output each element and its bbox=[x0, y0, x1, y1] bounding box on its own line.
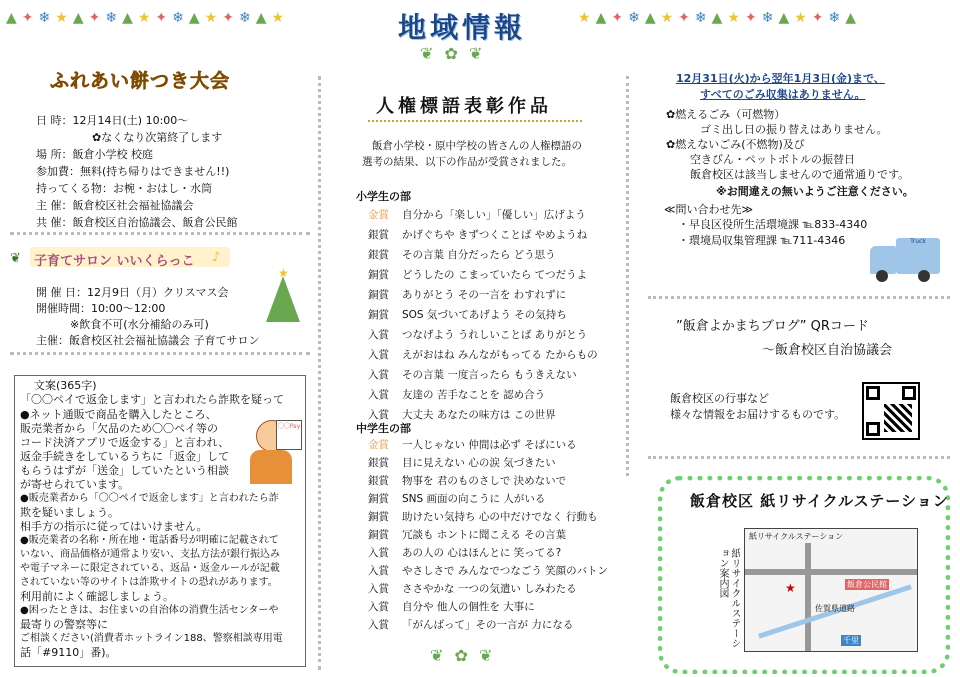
holly-icon: ❦ bbox=[10, 251, 21, 266]
qr-pattern bbox=[884, 404, 912, 432]
salon-line: 開催時間：10:00～12:00 bbox=[36, 302, 166, 315]
salon-title: 子育てサロン いいくらっこ bbox=[34, 254, 195, 269]
jinken-title-underline bbox=[368, 120, 582, 122]
header-decoration-left: ▲ ✦ ❄ ★ ▲ ✦ ❄ ▲ ★ ✦ ❄ ▲ ★ ✦ ❄ ▲ ★ bbox=[6, 10, 287, 26]
award-text: かげぐちや きずつくことば やめようね bbox=[402, 229, 588, 241]
award-row bbox=[368, 527, 566, 542]
divider-blog bbox=[648, 456, 950, 459]
mochi-line: 共 催：飯倉校区自治協議会、飯倉公民館 bbox=[36, 216, 238, 229]
consumer-line: 利用前によく確認しましょう。 bbox=[20, 590, 174, 603]
award-text: その言葉 自分だったら どう思う bbox=[402, 249, 556, 261]
award-row bbox=[368, 545, 561, 560]
consumer-line: いない、商品価格が通常より安い、支払方法が銀行振込み bbox=[20, 549, 280, 560]
recycle-title: 飯倉校区 紙リサイクルステーション bbox=[690, 492, 949, 510]
salon-line: 開 催 日：12月9日（月）クリスマス会 bbox=[36, 286, 229, 299]
consumer-line: コード決済アプリで返金する」と言われ、 bbox=[20, 436, 230, 449]
award-text: 自分から「楽しい」「優しい」広げよう bbox=[402, 209, 586, 221]
award-row bbox=[368, 617, 573, 632]
consumer-line: ●販売業者の名称・所在地・電話番号が明確に記載されて bbox=[20, 535, 279, 546]
award-text: SOS 気づいてあげよう その気持ち bbox=[402, 309, 567, 321]
map-header: 紙リサイクルステーション bbox=[749, 532, 844, 541]
gomi-contact-label: ≪問い合わせ先≫ bbox=[664, 203, 754, 216]
award-row bbox=[368, 207, 586, 222]
award-text: あの人の 心はほんとに 笑ってる? bbox=[402, 547, 562, 559]
award-row bbox=[368, 347, 598, 362]
award-text: つなげよう うれしいことば ありがとう bbox=[402, 329, 588, 341]
award-text: その言葉 一度言ったら もうきえない bbox=[402, 369, 577, 381]
consumer-line: 相手方の指示に従ってはいけません。 bbox=[20, 520, 208, 533]
consumer-line: が寄せられています。 bbox=[20, 478, 130, 491]
award-text: 目に見えない 心の涙 気づきたい bbox=[402, 457, 556, 469]
award-row bbox=[368, 247, 556, 262]
consumer-body bbox=[20, 408, 283, 660]
award-text: 自分や 他人の個性を 大事に bbox=[402, 601, 535, 613]
page-title: 地域情報 bbox=[398, 11, 527, 44]
gomi-heading: すべてのごみ収集はありません。 bbox=[700, 88, 866, 101]
award-text: どうしたの こまっていたら てつだうよ bbox=[402, 269, 588, 281]
salon-line: 主催：飯倉校区社会福祉協議会 子育てサロン bbox=[36, 334, 260, 347]
consumer-line: ●困ったときは、お住まいの自治体の消費生活センターや bbox=[20, 605, 279, 616]
award-text: やさしさで みんなでつなごう 笑顔のバトン bbox=[402, 565, 608, 577]
bell-icon: ♪ bbox=[212, 250, 221, 265]
wreath-decoration-bottom: ❦ ✿ ❦ bbox=[430, 646, 496, 665]
gomi-line: 飯倉校区は該当しませんので通常通りです。 bbox=[690, 168, 910, 181]
jinken-title: 人権標語表彰作品 bbox=[376, 96, 552, 117]
consumer-line: ●販売業者から「〇〇ペイで返金します」と言われたら詐 bbox=[20, 493, 279, 504]
award-rank: 銀賞 bbox=[368, 249, 389, 261]
award-rank: 入賞 bbox=[368, 565, 389, 577]
award-rank: 入賞 bbox=[368, 409, 389, 421]
consumer-heading: 文案(365字) bbox=[34, 379, 97, 392]
mochi-line: 主 催：飯倉校区社会福祉協議会 bbox=[36, 199, 194, 212]
consumer-line: されていない等のサイトは詐欺サイトの恐れがあります。 bbox=[20, 577, 278, 588]
consumer-line: 話「#9110」番)。 bbox=[20, 646, 117, 659]
column-divider-left bbox=[318, 76, 321, 670]
divider-salon bbox=[10, 352, 310, 355]
map-road bbox=[805, 543, 811, 651]
map-label: 千里 bbox=[843, 636, 859, 645]
award-text: 一人じゃない 仲間は必ず そばにいる bbox=[402, 439, 577, 451]
award-row bbox=[368, 437, 577, 452]
divider-gomi bbox=[648, 296, 950, 299]
award-row bbox=[368, 509, 598, 524]
garbage-truck-illustration bbox=[866, 236, 942, 284]
award-rank: 入賞 bbox=[368, 601, 389, 613]
qr-finder-icon bbox=[902, 386, 916, 400]
consumer-line: 最寄りの警察等に bbox=[20, 618, 108, 631]
award-rank: 入賞 bbox=[368, 369, 389, 381]
gomi-notice: ※お間違えの無いようご注意ください。 bbox=[716, 185, 914, 198]
award-rank: 金賞 bbox=[368, 439, 389, 451]
consumer-line: や電子マネーに限定されている、返品・返金ルールが記載 bbox=[20, 563, 280, 574]
award-rank: 入賞 bbox=[368, 583, 389, 595]
christmas-tree-icon bbox=[266, 276, 300, 322]
award-rank: 入賞 bbox=[368, 349, 389, 361]
award-text: えがおはね みんながもってる たからもの bbox=[402, 349, 598, 361]
divider-mochi bbox=[10, 232, 310, 235]
elementary-label: 小学生の部 bbox=[356, 190, 411, 203]
tree-star-icon: ★ bbox=[278, 266, 289, 280]
truck-wheel-icon bbox=[918, 270, 930, 282]
consumer-line: 販売業者から「欠品のため〇〇ペイ等の bbox=[20, 422, 218, 435]
award-text: ありがとう その一言を わすれずに bbox=[402, 289, 567, 301]
gomi-contact: ・環境局収集管理課 ℡711-4346 bbox=[678, 234, 846, 247]
award-row bbox=[368, 563, 608, 578]
gomi-line: ✿燃えないごみ(不燃物)及び bbox=[666, 138, 805, 151]
gomi-heading: 12月31日(火)から翌年1月3日(金)まで、 bbox=[676, 72, 885, 85]
mochi-line: 場 所：飯倉小学校 校庭 bbox=[36, 148, 153, 161]
award-rank: 銅賞 bbox=[368, 309, 389, 321]
award-text: 友達の 苦手なことを 認め合う bbox=[402, 389, 546, 401]
award-rank: 入賞 bbox=[368, 389, 389, 401]
jinken-intro: 飯倉小学校・原中学校の皆さんの人権標語の bbox=[372, 140, 582, 152]
award-rank: 銀賞 bbox=[368, 475, 389, 487]
award-row bbox=[368, 267, 587, 282]
consumer-line: ●ネット通販で商品を購入したところ、 bbox=[20, 408, 217, 421]
award-rank: 銀賞 bbox=[368, 229, 389, 241]
award-text: 冗談も ホントに聞こえる その言葉 bbox=[402, 529, 567, 541]
award-row bbox=[368, 455, 556, 470]
award-rank: 入賞 bbox=[368, 329, 389, 341]
consumer-line: もらうはずが「送金」していたという相談 bbox=[20, 464, 229, 477]
gomi-line: 空きびん・ペットボトルの振替日 bbox=[690, 153, 855, 166]
award-row bbox=[368, 491, 545, 506]
qr-code-icon[interactable] bbox=[862, 382, 920, 440]
consumer-line: 返金手続きをしているうちに「返金」して bbox=[20, 450, 229, 463]
award-rank: 銅賞 bbox=[368, 269, 389, 281]
mochi-line: ✿なくなり次第終了します bbox=[92, 131, 223, 144]
award-row bbox=[368, 473, 566, 488]
award-rank: 銅賞 bbox=[368, 493, 389, 505]
award-text: 助けたい気持ち 心の中だけでなく 行動も bbox=[402, 511, 598, 523]
award-text: SNS 画面の向こうに 人がいる bbox=[402, 493, 546, 505]
map-pin-icon: ★ bbox=[785, 581, 796, 595]
consumer-line: 欺を疑いましょう。 bbox=[20, 506, 119, 519]
consumer-subheading: 「〇〇ペイで返金します」と言われたら詐欺を疑って bbox=[20, 393, 284, 406]
salon-line: ※飲食不可(水分補給のみ可) bbox=[70, 318, 209, 331]
award-row bbox=[368, 387, 545, 402]
blog-desc: 飯倉校区の行事など bbox=[670, 392, 769, 405]
award-rank: 銅賞 bbox=[368, 289, 389, 301]
award-rank: 銀賞 bbox=[368, 457, 389, 469]
map-label: 飯倉公民館 bbox=[847, 580, 887, 589]
map-road bbox=[745, 569, 917, 575]
truck-body-icon: Truck bbox=[896, 238, 940, 274]
award-row bbox=[368, 327, 587, 342]
mochi-line: 日 時：12月14日(土) 10:00～ bbox=[36, 114, 189, 127]
award-rank: 銅賞 bbox=[368, 529, 389, 541]
consumer-line: ご相談ください(消費者ホットライン188、警察相談専用電 bbox=[20, 633, 283, 644]
mochi-line: 参加費：無料(持ち帰りはできません!!) bbox=[36, 165, 230, 178]
jinken-intro: 選考の結果、以下の作品が受賞されました。 bbox=[362, 156, 572, 168]
blog-title: ”飯倉よかまちブログ” QRコード bbox=[676, 319, 869, 334]
award-text: 大丈夫 あなたの味方は この世界 bbox=[402, 409, 556, 421]
header-decoration-right: ★ ▲ ✦ ❄ ▲ ★ ✦ ❄ ▲ ★ ✦ ❄ ▲ ★ ✦ ❄ ▲ bbox=[578, 10, 859, 26]
mochi-line: 持ってくる物：お椀・おはし・水筒 bbox=[36, 182, 212, 195]
award-rank: 金賞 bbox=[368, 209, 389, 221]
award-row bbox=[368, 599, 535, 614]
truck-wheel-icon bbox=[876, 270, 888, 282]
award-text: 物事を 君のものさしで 決めないで bbox=[402, 475, 567, 487]
junior-label: 中学生の部 bbox=[356, 422, 411, 435]
blog-org: ～飯倉校区自治協議会 bbox=[762, 343, 893, 358]
award-row bbox=[368, 287, 566, 302]
gomi-contact: ・早良区役所生活環境課 ℡833-4340 bbox=[678, 218, 868, 231]
award-rank: 入賞 bbox=[368, 547, 389, 559]
map-label: 佐賀県道路 bbox=[815, 604, 855, 613]
gomi-line: ゴミ出し日の振り替えはありません。 bbox=[700, 123, 888, 136]
award-text: ささやかな 一つの気遣い しみわたる bbox=[402, 583, 577, 595]
mochi-title: ふれあい餅つき大会 bbox=[50, 70, 231, 92]
award-row bbox=[368, 307, 567, 322]
qr-finder-icon bbox=[866, 386, 880, 400]
award-text: 「がんばって」その一言が 力になる bbox=[402, 619, 574, 631]
blog-desc: 様々な情報をお届けするものです。 bbox=[670, 408, 846, 421]
award-row bbox=[368, 367, 577, 382]
column-divider-right bbox=[626, 76, 629, 476]
wreath-decoration-top: ❦ ✿ ❦ bbox=[420, 44, 486, 63]
award-row bbox=[368, 581, 577, 596]
gomi-line: ✿燃えるごみ（可燃物） bbox=[666, 108, 786, 121]
award-rank: 銅賞 bbox=[368, 511, 389, 523]
qr-finder-icon bbox=[866, 422, 880, 436]
award-rank: 入賞 bbox=[368, 619, 389, 631]
recycle-map bbox=[744, 528, 918, 652]
phone-icon: 〇〇Pay bbox=[276, 420, 302, 450]
award-row bbox=[368, 227, 587, 242]
recycle-vertical-label: 紙リサイクルステーション案内図 bbox=[717, 548, 740, 648]
